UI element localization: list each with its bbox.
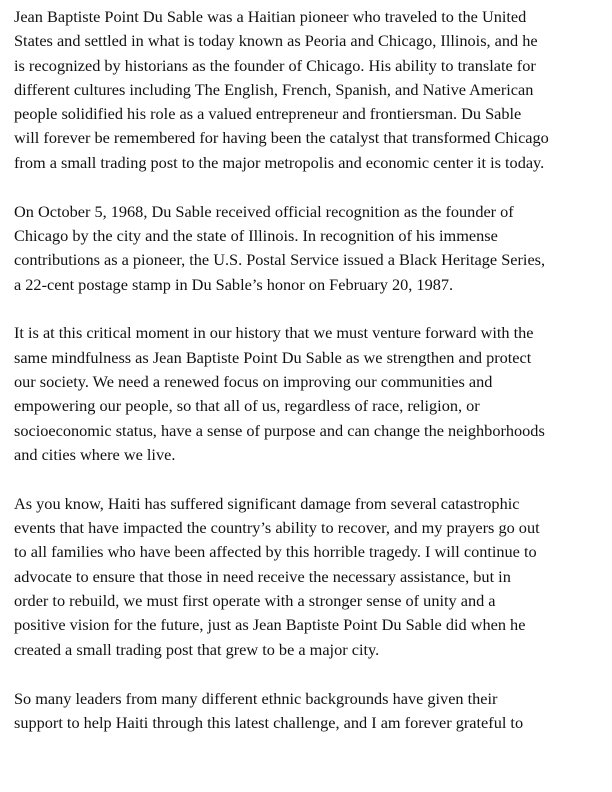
text-line: It is at this critical moment in our history that we must venture forward with the xyxy=(14,323,534,343)
text-line: empowering our people, so that all of us, regardless of race, religion, or xyxy=(14,396,480,416)
paragraph-haiti-damage xyxy=(14,492,612,662)
text-line: to all families who have been affected by this horrible tragedy. I will continue to xyxy=(14,542,537,562)
paragraph-critical-moment xyxy=(14,321,612,467)
paragraph-du-sable-biography xyxy=(14,5,612,175)
text-line: will forever be remembered for having been the catalyst that transformed Chicago xyxy=(14,128,549,148)
text-line: different cultures including The English, French, Spanish, and Native American xyxy=(14,79,534,99)
text-line: order to rebuild, we must first operate with a stronger sense of unity and a xyxy=(14,591,496,611)
document-page xyxy=(14,5,612,760)
text-line: contributions as a pioneer, the U.S. Postal Service issued a Black Heritage Series, xyxy=(14,250,546,270)
text-line: our society. We need a renewed focus on improving our communities and xyxy=(14,372,493,392)
text-line: same mindfulness as Jean Baptiste Point Du Sable as we strengthen and protect xyxy=(14,347,532,367)
text-line: is recognized by historians as the founder of Chicago. His ability to translate for xyxy=(14,55,536,75)
text-line: States and settled in what is today known as Peoria and Chicago, Illinois, and he xyxy=(14,31,538,51)
text-line: created a small trading post that grew to be a major city. xyxy=(14,639,380,659)
text-line: events that have impacted the country’s ability to recover, and my prayers go out xyxy=(14,518,540,538)
text-line: Jean Baptiste Point Du Sable was a Haitian pioneer who traveled to the United xyxy=(14,7,527,26)
text-line: people solidified his role as a valued entrepreneur and frontiersman. Du Sable xyxy=(14,104,522,124)
paragraph-official-recognition xyxy=(14,200,612,297)
text-line: Chicago by the city and the state of Illinois. In recognition of his immense xyxy=(14,225,498,245)
text-line: and cities where we live. xyxy=(14,444,176,464)
text-line: So many leaders from many different ethnic backgrounds have given their xyxy=(14,688,498,708)
text-line: socioeconomic status, have a sense of purpose and can change the neighborhoods xyxy=(14,420,545,440)
paragraph-leaders-support xyxy=(14,687,612,736)
text-line: advocate to ensure that those in need receive the necessary assistance, but in xyxy=(14,566,511,586)
text-line: On October 5, 1968, Du Sable received official recognition as the founder of xyxy=(14,201,514,221)
text-line: from a small trading post to the major metropolis and economic center it is today. xyxy=(14,152,545,172)
text-line: As you know, Haiti has suffered significant damage from several catastrophic xyxy=(14,493,520,513)
text-line: a 22-cent postage stamp in Du Sable’s honor on February 20, 1987. xyxy=(14,274,454,294)
text-line: positive vision for the future, just as Jean Baptiste Point Du Sable did when he xyxy=(14,615,526,635)
text-line: support to help Haiti through this latest challenge, and I am forever grateful to xyxy=(14,712,524,732)
